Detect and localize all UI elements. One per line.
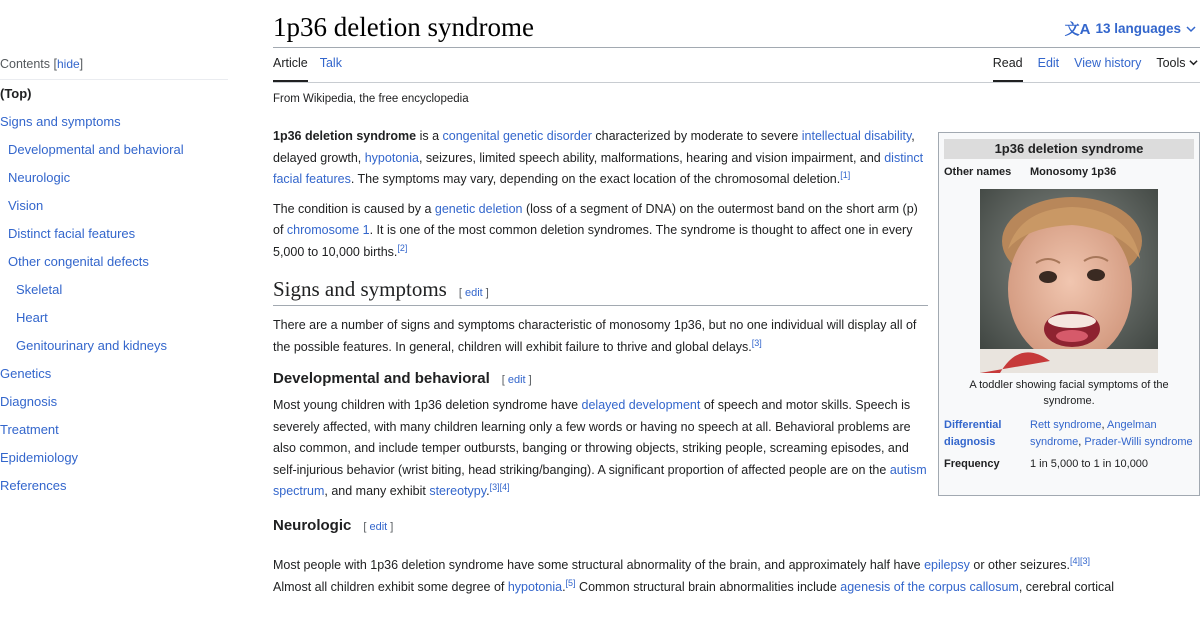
infobox-label: Frequency [944,458,1000,470]
infobox-caption: A toddler showing facial symptoms of the syndrome. [969,379,1169,407]
toc-item-other-congenital-defects[interactable]: Other congenital defects [8,254,149,269]
citation-link[interactable]: [5] [565,577,576,588]
text: Almost all children exhibit some degree of [273,579,508,594]
text: of speech and motor skills. Speech is severely affected, with many children learning only a few words or having no speech at all. Behavioral problems are also common, and include temper outbursts, banging or throwing objects, striking people, screaming episodes, and self-injurious behavior (wrist biting, head striking/banging). A significant proportion of affected people are on the [273,398,911,477]
developmental-paragraph [273,395,928,503]
tools-menu[interactable] [1156,56,1198,82]
signs-paragraph [273,315,928,358]
tab-edit[interactable]: Edit [1037,56,1060,70]
infobox-value: Monosomy 1p36 [1030,166,1117,178]
edit-section: [ edit ] [501,374,532,386]
text: Common structural brain abnormalities include [575,579,841,594]
edit-section-link[interactable]: edit [507,374,526,386]
citation-link[interactable]: [2] [397,242,408,253]
toc-item-developmental-and-behavioral[interactable]: Developmental and behavioral [8,142,184,157]
lead-paragraph-2 [273,199,928,264]
link-distinct-facial-features[interactable]: distinct facial features [273,150,924,186]
text: . [486,484,490,498]
link-stereotypy[interactable]: stereotypy [429,484,487,498]
citation-link[interactable]: [4][3] [1069,555,1090,566]
text: or other seizures. [969,558,1070,572]
link-rett-syndrome[interactable]: Rett syndrome [1030,419,1102,431]
neurologic-body [273,555,1200,598]
infobox [938,132,1200,496]
view-tabs [993,56,1198,82]
text: , and many exhibit [324,484,430,498]
tab-read[interactable]: Read [993,56,1023,82]
edit-section-link[interactable]: edit [464,287,483,299]
toc-item-genetics[interactable]: Genetics [0,366,52,381]
lead-bold-term: 1p36 deletion syndrome [273,129,417,143]
link-autism-spectrum[interactable]: autism spectrum [273,462,927,498]
separator: , [1101,419,1108,431]
text: . [562,579,566,594]
toc-list [0,80,228,500]
text: is a [416,129,443,143]
heading-text: Neurologic [273,516,352,534]
toc-item-references[interactable]: References [0,478,67,493]
edit-section-link[interactable]: edit [369,520,388,533]
infobox-row-frequency [944,456,1194,473]
text: characterized by moderate to severe [591,129,802,143]
toc-hide-button[interactable]: hide [56,57,80,71]
citation-link[interactable]: [1] [840,169,851,180]
tabs-divider [273,82,1200,83]
article-body [273,126,928,542]
chevron-down-icon [1186,24,1196,34]
site-tagline: From Wikipedia, the free encyclopedia [273,93,469,105]
languages-button[interactable] [1065,18,1196,39]
toc-item-vision[interactable]: Vision [8,198,44,213]
chevron-down-icon [1189,58,1198,67]
lead-paragraph-1 [273,126,928,191]
edit-section: [ edit ] [363,520,394,533]
toc-item-heart[interactable]: Heart [16,310,48,325]
heading-text: Developmental and behavioral [273,370,490,387]
section-heading-neurologic [273,517,928,534]
link-hypotonia[interactable]: hypotonia [364,150,419,165]
text: The condition is caused by a [273,201,435,216]
citation-link[interactable]: [3] [751,337,762,348]
text: Most young children with 1p36 deletion syndrome have [273,398,582,412]
toc-item-neurologic[interactable]: Neurologic [8,170,71,185]
toc-item-signs-and-symptoms[interactable]: Signs and symptoms [0,114,121,129]
infobox-label-link[interactable]: Differential diagnosis [944,419,1002,448]
section-heading-signs-and-symptoms [273,277,928,306]
tab-article[interactable]: Article [273,56,308,82]
toc-item-treatment[interactable]: Treatment [0,422,59,437]
page-title: 1p36 deletion syndrome [273,12,534,42]
neurologic-line-2 [273,577,1200,599]
toc-item-genitourinary-and-kidneys[interactable]: Genitourinary and kidneys [16,338,168,353]
text: . The symptoms may vary, depending on the exact location of the chromosomal deletion. [350,172,841,186]
text: (loss of a segment of DNA) on the outermost band on the short arm (p) of [273,201,918,237]
infobox-value [1030,417,1194,451]
link-angelman-syndrome[interactable]: Angelman syndrome [1030,419,1157,448]
text: There are a number of signs and symptoms characteristic of monosomy 1p36, but no one individual will display all of the possible features. In general, children will exhibit failure to thrive and global delays. [273,318,917,354]
toc-heading: Contents [0,57,51,71]
languages-label: 13 languages [1095,21,1181,36]
link-genetic-deletion[interactable]: genetic deletion [434,201,523,216]
tools-label: Tools [1156,56,1186,70]
citation-link[interactable]: [3][4] [489,481,510,492]
link-congenital-genetic-disorder[interactable]: congenital genetic disorder [442,129,592,143]
text: , delayed growth, [273,129,915,165]
infobox-photo[interactable] [980,189,1158,373]
heading-text: Signs and symptoms [273,277,447,301]
infobox-row-other-names [944,164,1194,181]
toc-item-distinct-facial-features[interactable]: Distinct facial features [8,226,136,241]
link-epilepsy[interactable]: epilepsy [924,558,970,572]
section-heading-developmental-and-behavioral [273,370,928,387]
namespace-tabs [273,56,342,82]
text: , cerebral cortical [1018,579,1115,594]
table-of-contents [0,57,228,500]
separator: , [1078,436,1085,448]
infobox-row-differential-diagnosis [944,417,1194,451]
link-intellectual-disability[interactable]: intellectual disability [801,129,912,143]
tab-view-history[interactable]: View history [1074,56,1142,70]
translate-icon: 文A [1064,21,1091,38]
toc-item-epidemiology[interactable]: Epidemiology [0,450,79,465]
text: , seizures, limited speech ability, malformations, hearing and vision impairment, and [418,150,885,165]
text: . It is one of the most common deletion syndromes. The syndrome is thought to affect one in every 5,000 to 10,000 births. [273,223,913,259]
tab-talk[interactable]: Talk [319,56,342,70]
edit-section: [ edit ] [458,287,489,299]
link-hypotonia[interactable]: hypotonia [507,579,563,594]
link-agenesis-of-the-corpus-callosum[interactable]: agenesis of the corpus callosum [840,579,1019,594]
link-delayed-development[interactable]: delayed development [581,398,701,412]
link-chromosome-1[interactable]: chromosome 1 [286,223,370,237]
title-divider [273,47,1200,48]
neurologic-line-1 [273,555,1200,577]
link-prader-willi-syndrome[interactable]: Prader-Willi syndrome [1084,436,1193,448]
text: Most people with 1p36 deletion syndrome have some structural abnormality of the brain, and approximately half have [273,558,925,572]
toc-item-diagnosis[interactable]: Diagnosis [0,394,58,409]
toc-item-skeletal[interactable]: Skeletal [16,282,63,297]
toc-item-top[interactable]: (Top) [0,86,32,101]
infobox-title: 1p36 deletion syndrome [944,139,1194,159]
infobox-value: 1 in 5,000 to 1 in 10,000 [1030,458,1149,470]
infobox-label: Other names [944,166,1012,178]
toc-header: Contents [hide] [0,57,228,80]
